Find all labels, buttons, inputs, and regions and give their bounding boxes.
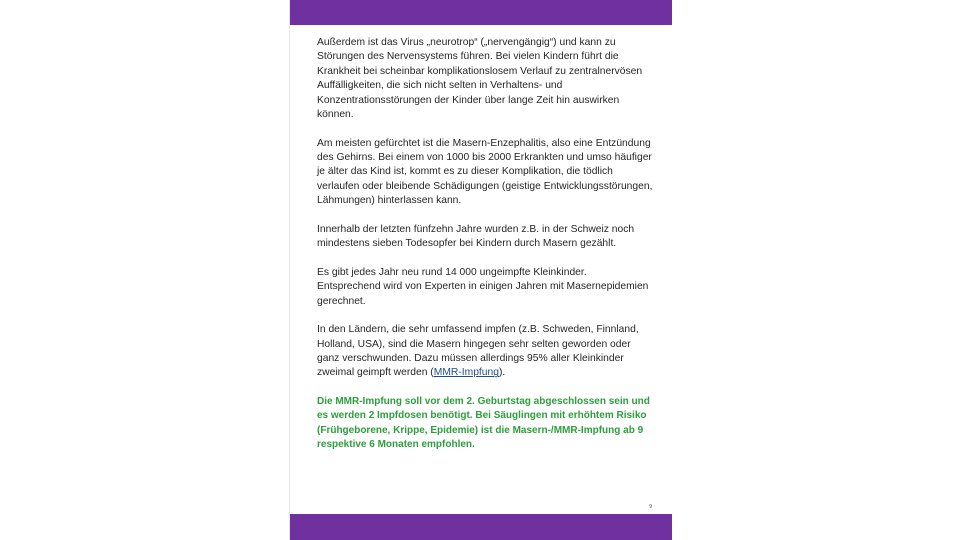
footer-accent-bar (290, 514, 672, 540)
mmr-impfung-link[interactable]: MMR-Impfung (433, 367, 499, 379)
paragraph-neurotropic: Außerdem ist das Virus „neurotrop“ („nervengängig“) und kann zu Störungen des Nervensystems führen. Bei vielen Kindern führt die Krankheit bei scheinbar komplikationslosem Verlauf zu zentralnervösen Auffälligkeiten, die sich nicht selten in Verhaltens- und Konzentrationsstörungen der Kinder über lange Zeit hin auswirken können. (317, 37, 643, 121)
page-content (317, 36, 653, 467)
paragraph-text-after-link: ). (498, 367, 506, 379)
paragraph-mmr-recommendation: Die MMR-Impfung soll vor dem 2. Geburtstag abgeschlossen sein und es werden 2 Impfdosen benötigt. Bei Säuglingen mit erhöhtem Risiko (Frühgeborene, Krippe, Epidemie) ist die Masern-/MMR-Impfung ab 9 respektive 6 Monaten empfohlen. (317, 396, 650, 451)
header-accent-bar (290, 0, 672, 25)
paragraph-fatalities: Innerhalb der letzten fünfzehn Jahre wurden z.B. in der Schweiz noch mindestens sieben Todesopfer bei Kindern durch Masern gezählt. (317, 223, 635, 250)
paragraph-vaccination-countries (317, 323, 653, 381)
paragraph-unvaccinated: Es gibt jedes Jahr neu rund 14 000 ungeimpfte Kleinkinder. Entsprechend wird von Experten in einigen Jahren mit Masernepidemien gerechnet. (317, 266, 649, 307)
paragraph-text-before-link: In den Ländern, die sehr umfassend impfen (z.B. Schweden, Finnland, Holland, USA), sind die Masern hingegen sehr selten geworden oder ganz verschwunden. Dazu müssen allerdings 95% aller Kleinkinder zweimal geimpft werden ( (317, 324, 639, 379)
document-page (289, 0, 672, 540)
page-number: 9 (649, 504, 652, 510)
paragraph-encephalitis: Am meisten gefürchtet ist die Masern-Enzephalitis, also eine Entzündung des Gehirns. Bei einem von 1000 bis 2000 Erkrankten und umso häufiger je älter das Kind ist, kommt es zu dieser Komplikation, die tödlich verlaufen oder bleibende Schädigungen (geistige Entwicklungsstörungen, Lähmungen) hinterlassen kann. (317, 137, 653, 207)
